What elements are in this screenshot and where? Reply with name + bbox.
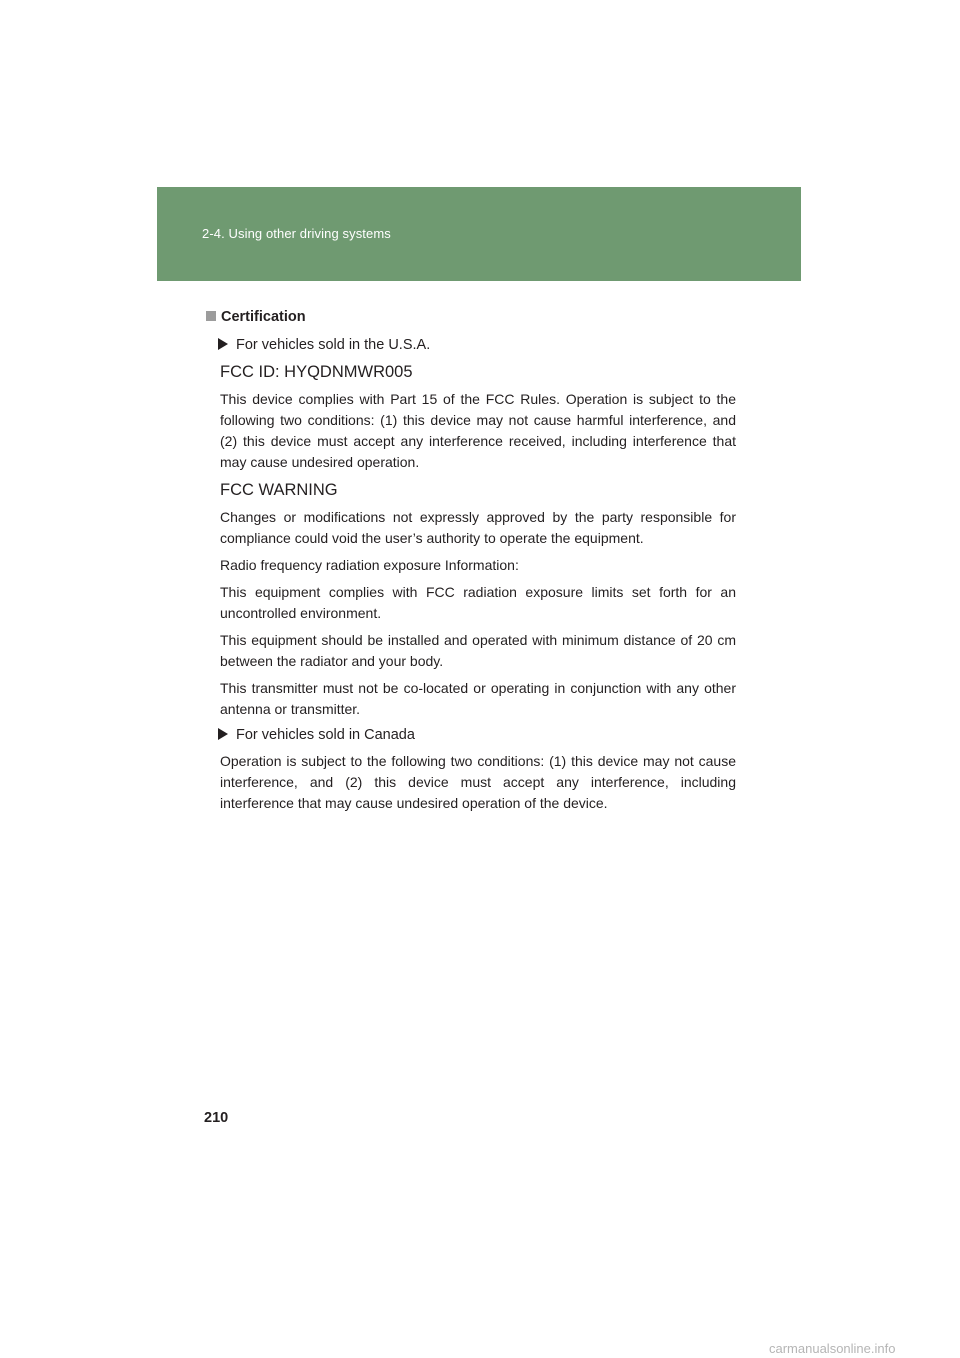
canada-bullet <box>218 726 736 745</box>
usa-bullet <box>218 336 736 355</box>
certification-heading <box>206 308 736 327</box>
square-bullet-icon <box>206 311 216 321</box>
page-number: 210 <box>204 1110 229 1126</box>
section-title: 2-4. Using other driving systems <box>202 226 391 241</box>
watermark: carmanualsonline.info <box>769 1341 896 1356</box>
triangle-bullet-icon <box>218 728 228 740</box>
fcc-warning: FCC WARNING <box>220 481 338 499</box>
canada-bullet-text: For vehicles sold in Canada <box>236 727 415 743</box>
triangle-bullet-icon <box>218 338 228 350</box>
modifications-paragraph: Changes or modifications not expressly approved by the party responsible for compliance could void the user’s authority to operate the equipment. <box>220 509 736 546</box>
co-location-paragraph: This transmitter must not be co-located or operating in conjunction with any other antenna or transmitter. <box>220 680 736 717</box>
rf-exposure-title: Radio frequency radiation exposure Information: <box>220 557 519 573</box>
canada-paragraph: Operation is subject to the following two conditions: (1) this device may not cause interference, and (2) this device must accept any interference, including interference that may cause undesired operation of the device. <box>220 753 736 811</box>
fcc-id: FCC ID: HYQDNMWR005 <box>220 363 413 381</box>
page-content <box>206 308 736 820</box>
usa-bullet-text: For vehicles sold in the U.S.A. <box>236 337 431 353</box>
fcc-compliance-paragraph: This device complies with Part 15 of the FCC Rules. Operation is subject to the following two conditions: (1) this device may not cause harmful interference, and (2) this device must accept any interference received, including interference that may cause undesired operation. <box>220 391 736 470</box>
distance-paragraph: This equipment should be installed and operated with minimum distance of 20 cm between the radiator and your body. <box>220 632 736 669</box>
rf-limits-paragraph: This equipment complies with FCC radiation exposure limits set forth for an uncontrolled environment. <box>220 584 736 621</box>
heading-text: Certification <box>221 309 306 325</box>
